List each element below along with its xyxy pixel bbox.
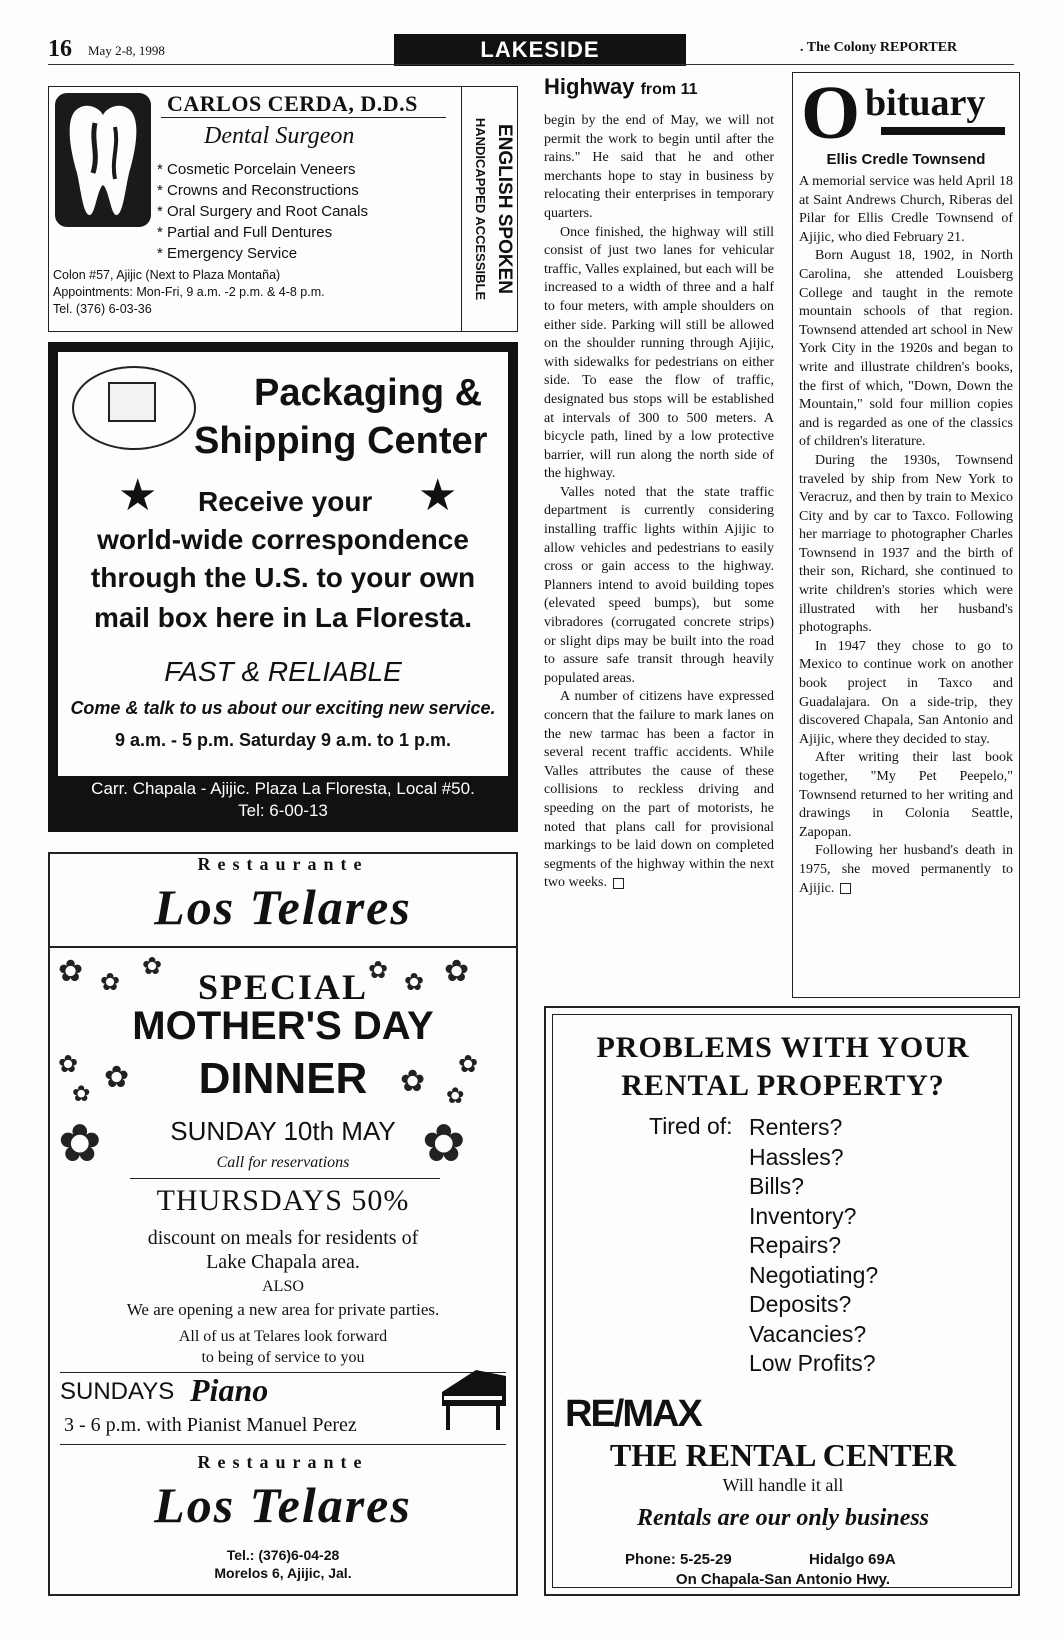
packaging-title-2: Shipping Center: [194, 420, 488, 462]
rental-panel: [552, 1014, 1012, 1588]
section-banner: LAKESIDE: [394, 34, 686, 66]
forward-line: All of us at Telares look forward: [178, 1328, 388, 1345]
rental-street: Hidalgo 69A: [809, 1551, 896, 1568]
dentist-name: CARLOS CERDA, D.D.S: [167, 91, 418, 116]
header-rule: [48, 64, 1014, 65]
forward-text: [50, 1326, 516, 1368]
restaurante-label: Restaurante: [197, 854, 369, 874]
dentist-ad: [48, 86, 518, 332]
flower-icon: ✿: [446, 1084, 465, 1109]
obituary-bar: [881, 127, 1005, 135]
english-spoken: ENGLISH SPOKEN: [494, 124, 515, 294]
flower-icon: ✿: [444, 954, 470, 989]
sundays-label: SUNDAYS: [60, 1378, 175, 1405]
dentist-side-panel: [461, 87, 517, 331]
packaging-tagline: FAST & RELIABLE: [164, 656, 402, 687]
packaging-line: Receive your: [198, 486, 373, 517]
thursdays-offer: THURSDAYS 50%: [156, 1184, 410, 1217]
obituary-paragraph: A memorial service was held April 18 at Saint Andrews Church, Riberas del Pilar for Ellis Credle Townsend of Ajijic, who died February 21.: [799, 174, 1013, 245]
flower-icon: ✿: [368, 956, 389, 984]
article-paragraph: begin by the end of May, we will not permit the work to begin until after the rains." He said that he and other merchants hope to stay in business by relocating their enterprises in temporary quarters.: [544, 113, 774, 221]
dentist-side-text: [462, 87, 518, 331]
rental-phone: Phone: 5-25-29: [625, 1551, 732, 1568]
restaurant-ad: [48, 852, 518, 1596]
problem-item: Low Profits?: [749, 1350, 876, 1376]
rental-ad: [544, 1006, 1020, 1596]
flower-icon: ✿: [142, 952, 163, 980]
restaurant-rule: [60, 1444, 506, 1445]
obituary-body: [799, 173, 1013, 898]
article-paragraph: Valles noted that the state traffic department is currently considering installing traffic lights within Ajijic to allow vehicles and pedestrians to easily cross or gain access to the highway. Planners intend to avoid building topes (elevated speed bumps), but some vibradores (corrugated concrete strips) or slight dips may be built into the road to assure safe transit through heavily populated areas.: [544, 484, 774, 686]
article-headline: [544, 74, 698, 100]
problem-item: Hassles?: [749, 1143, 844, 1170]
restaurante-label: Restaurante: [197, 1452, 369, 1472]
problem-list: [749, 1113, 878, 1379]
obituary-paragraph: Born August 18, 1902, in North Carolina, she attended Louisberg College and taught in the remote mountain schools of that region. Townsend attended art school in New York City in the 1920s and began to write and illustrate children's books, the first of which, "Down, Down the Mountain," sold four million copies and is regarded as one of the classics of children's literature.: [799, 248, 1013, 450]
article-paragraph: Once finished, the highway will still consist of just two lanes for vehicular traffic, Valles explained, but each will be increased to a width of three and a half to four meters, with ample shoulders on either side. Parking will still be allowed on the shoulder running through Ajijic, with sidewalks for pedestrians on either side. To ease the flow of traffic, designated bus stops will be established at intervals of 300 to 500 meters. A bicycle path, lined by a low protective barrier, will run along the north side of the highway.: [544, 224, 774, 482]
flower-icon: ✿: [72, 1082, 91, 1107]
piano-icon: [436, 1366, 510, 1446]
service-item: * Crowns and Reconstructions: [157, 180, 368, 201]
flower-icon: ✿: [458, 1050, 479, 1078]
rental-headline-line: RENTAL PROPERTY?: [621, 1069, 945, 1102]
flower-icon: ✿: [422, 1114, 466, 1174]
packaging-panel: [58, 352, 508, 776]
rental-handle: Will handle it all: [722, 1475, 844, 1495]
discount-line: discount on meals for residents of: [147, 1227, 419, 1249]
problem-item: Bills?: [749, 1173, 804, 1199]
rental-headline-line: PROBLEMS WITH YOUR: [596, 1031, 970, 1064]
piano-heading: Piano: [190, 1372, 269, 1408]
packaging-tel: Tel: 6-00-13: [238, 801, 328, 820]
restaurant-contact: [50, 1546, 516, 1582]
obituary-box: [792, 72, 1020, 998]
obituary-paragraph-text: Following her husband's death in 1975, she moved permanently to Ajijic.: [799, 843, 1013, 896]
rental-center-name: THE RENTAL CENTER: [609, 1437, 957, 1473]
problem-item: Negotiating?: [749, 1261, 879, 1288]
service-item: * Oral Surgery and Root Canals: [157, 201, 368, 222]
rental-highway: On Chapala-San Antonio Hwy.: [675, 1571, 891, 1588]
packaging-hours: 9 a.m. - 5 p.m. Saturday 9 a.m. to 1 p.m.: [114, 730, 452, 750]
private-parties: We are opening a new area for private parties.: [126, 1300, 440, 1319]
discount-text: [50, 1226, 516, 1274]
problem-item: Vacancies?: [749, 1320, 867, 1347]
phone-line: Tel. (376) 6-03-36: [53, 302, 152, 316]
tooth-logo-icon: [55, 93, 151, 227]
remax-logo: RE/MAX: [565, 1393, 701, 1435]
call-for-reservations: Call for reservations: [216, 1154, 350, 1171]
forward-line: to being of service to you: [201, 1349, 365, 1366]
problem-item: Deposits?: [749, 1291, 852, 1317]
service-item: * Emergency Service: [157, 243, 368, 264]
restaurant-rule: [130, 1178, 440, 1179]
problem-item: Inventory?: [749, 1202, 857, 1229]
restaurant-address: Morelos 6, Ajijic, Jal.: [214, 1565, 352, 1581]
packaging-address: [48, 778, 518, 822]
flower-icon: ✿: [104, 1060, 130, 1095]
mothers-day-heading: MOTHER'S DAY: [132, 1004, 434, 1048]
service-item: * Partial and Full Dentures: [157, 222, 368, 243]
obituary-paragraph: [799, 842, 1013, 898]
flower-icon: ✿: [58, 954, 84, 989]
dentist-address: [53, 267, 325, 318]
page-number: 16: [48, 36, 72, 62]
obituary-paragraph: After writing their last book together, "My Pet Peepelo," Townsend returned to her writing and drawings in Colonia Seattle, Zapopan.: [799, 750, 1013, 840]
flower-icon: ✿: [58, 1050, 79, 1078]
flower-icon: ✿: [400, 1064, 426, 1099]
packaging-ad: [48, 342, 518, 832]
article-jump-from: from 11: [640, 81, 698, 98]
restaurant-rule: [50, 946, 516, 948]
article-paragraph: [544, 688, 774, 893]
article-paragraph-text: A number of citizens have expressed concern that the failure to mark lanes on the new tarmac has been a factor in several recent traffic accidents. While Valles attributes the cause of these collisions to reckless driving and speeding on the part of motorists, he noted that plans call for provisional markings to be laid down on completed segments of the highway within the next two weeks.: [544, 689, 774, 891]
packaging-street: Carr. Chapala - Ajijic. Plaza La Floresta, Local #50.: [91, 779, 475, 798]
paper-name: . The Colony REPORTER: [800, 40, 958, 55]
obituary-initial: O: [801, 71, 861, 155]
handicapped-accessible: HANDICAPPED ACCESSIBLE: [473, 117, 488, 301]
discount-line: Lake Chapala area.: [206, 1251, 360, 1273]
end-mark-icon: [613, 878, 624, 889]
obituary-paragraph: In 1947 they chose to go to Mexico to continue work on another book project in Taxco and Guadalajara. On a side-trip, they discovered Chapala, San Antonio and Ajijic, where they decided to stay.: [799, 638, 1013, 747]
rental-slogan: Rentals are our only business: [636, 1505, 930, 1531]
restaurant-logo: Los Telares: [154, 1477, 412, 1533]
restaurant-logo: Los Telares: [154, 879, 412, 935]
flower-icon: ✿: [404, 968, 425, 996]
obituary-paragraph: During the 1930s, Townsend traveled by ship from New York to Veracruz, and then by train to Mexico City and by car to Taxco. Following her marriage to photographer Charles Townsend in 1937 and the birth of their son, Richard, she continued to write children's stories which were illustrated with her husband's photographs.: [799, 452, 1013, 636]
packaging-line: mail box here in La Floresta.: [93, 602, 473, 633]
star-icon: ★: [418, 470, 458, 521]
dentist-title: Dental Surgeon: [204, 123, 355, 149]
end-mark-icon: [840, 883, 851, 894]
packaging-line: world-wide correspondence: [97, 524, 469, 555]
address-line: Colon #57, Ajijic (Next to Plaza Montaña): [53, 268, 281, 282]
problem-item: Repairs?: [749, 1232, 842, 1258]
sunday-date: SUNDAY 10th MAY: [170, 1116, 396, 1146]
hours-line: Appointments: Mon-Fri, 9 a.m. -2 p.m. & 4-8 p.m.: [53, 285, 325, 299]
article-headline-text: Highway: [544, 74, 635, 99]
obituary-name: Ellis Credle Townsend: [826, 151, 986, 168]
packaging-line: through the U.S. to your own: [90, 562, 476, 593]
restaurant-tel: Tel.: (376)6-04-28: [226, 1547, 340, 1563]
obituary-heading: bituary: [865, 82, 986, 124]
dentist-rule: [161, 117, 446, 118]
star-icon: ★: [118, 470, 158, 521]
packaging-title-1: Packaging &: [254, 372, 483, 414]
service-item: * Cosmetic Porcelain Veneers: [157, 159, 368, 180]
also-label: ALSO: [262, 1278, 304, 1295]
pianist-info: 3 - 6 p.m. with Pianist Manuel Perez: [64, 1414, 357, 1436]
packaging-invite: Come & talk to us about our exciting new service.: [70, 698, 496, 718]
issue-date: May 2-8, 1998: [88, 43, 165, 58]
article-body: [544, 112, 774, 893]
rental-headline: [553, 1029, 1013, 1105]
tired-of-label: Tired of:: [649, 1113, 733, 1139]
special-heading: SPECIAL: [197, 967, 369, 1007]
dinner-heading: DINNER: [198, 1054, 368, 1103]
dentist-services: [157, 159, 368, 264]
flower-icon: ✿: [100, 968, 121, 996]
problem-item: Renters?: [749, 1114, 843, 1140]
flower-icon: ✿: [58, 1114, 102, 1174]
package-icon: [108, 382, 156, 422]
